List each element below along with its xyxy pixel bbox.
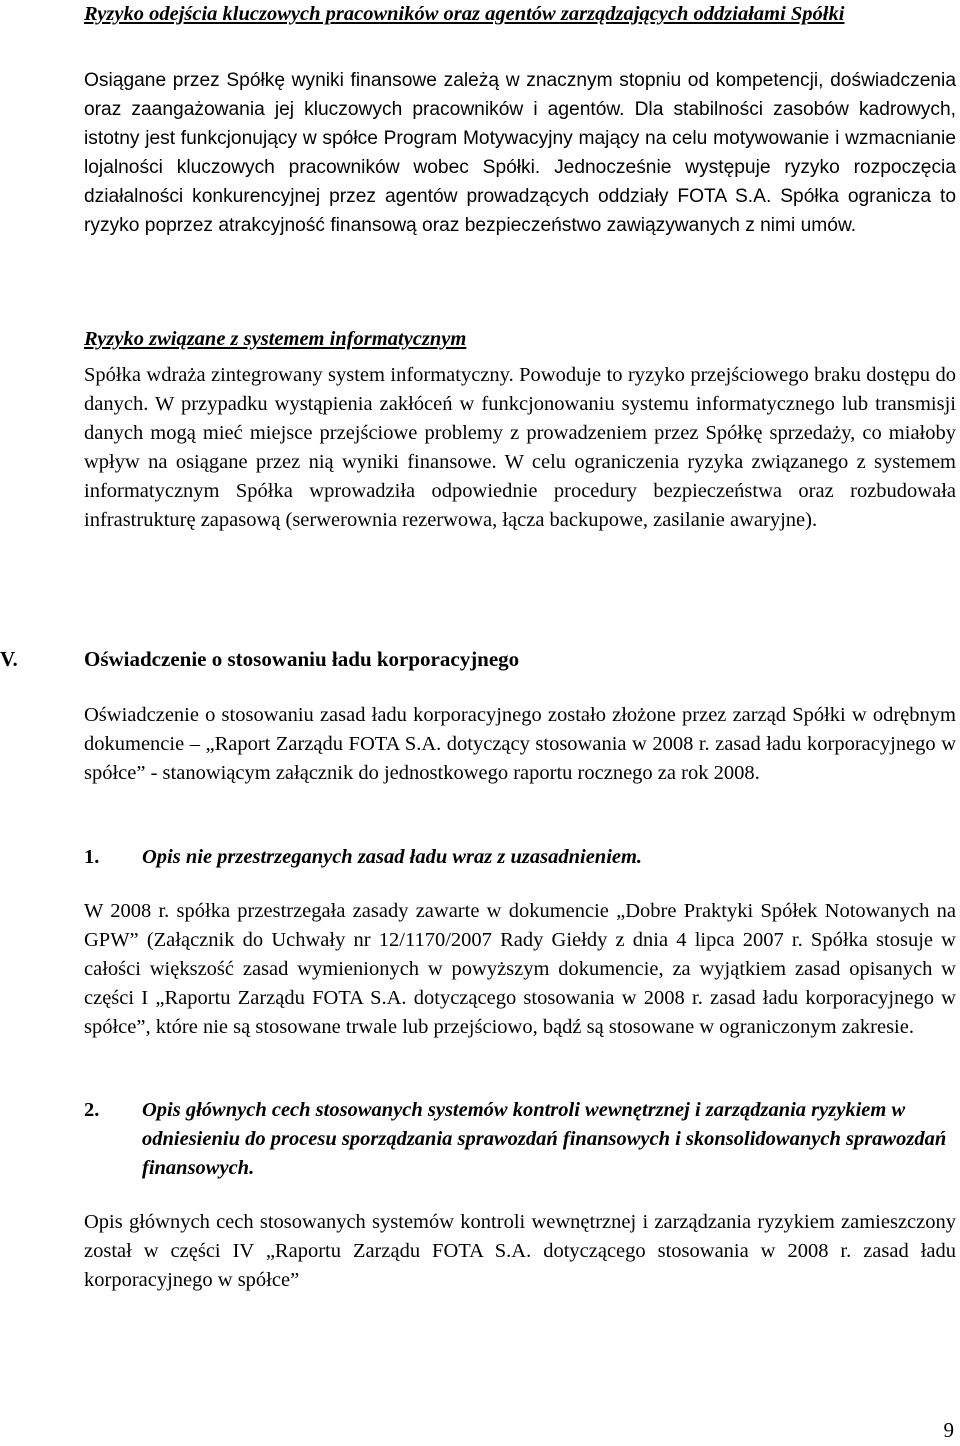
page-number: 9 [943, 1418, 954, 1442]
item2-heading [84, 1096, 956, 1183]
item1-body: W 2008 r. spółka przestrzegała zasady zawarte w dokumencie „Dobre Praktyki Spółek Notowanych na GPW” (Załącznik do Uchwały nr 12/1170/2007 Rady Giełdy z dnia 4 lipca 2007 r. Spółka stosuje w całości większość zasad wymienionych w powyższym dokumencie, za wyjątkiem zasad opisanych w części I „Raportu Zarządu FOTA S.A. dotyczącego stosowania w 2008 r. zasad ładu korporacyjnego w spółce”, które nie są stosowane trwale lub przejściowo, bądź są stosowane w ograniczonym zakresie. [84, 900, 956, 1038]
item2-number: 2. [84, 1099, 100, 1121]
item2-body: Opis głównych cech stosowanych systemów kontroli wewnętrznej i zarządzania ryzykiem zamieszczony został w części IV „Raportu Zarządu FOTA S.A. dotyczącego stosowania w 2008 r. zasad ładu korporacyjnego w spółce” [84, 1211, 956, 1291]
section-number: V. [0, 647, 18, 671]
risk1-heading: Ryzyko odejścia kluczowych pracowników oraz agentów zarządzających oddziałami Spółki [84, 3, 845, 25]
section-heading [0, 645, 956, 674]
risk1-body: Osiągane przez Spółkę wyniki finansowe zależą w znacznym stopniu od kompetencji, doświadczenia oraz zaangażowania jej kluczowych pracowników i agentów. Dla stabilności zasobów kadrowych, istotny jest funkcjonujący w spółce Program Motywacyjny mający na celu motywowanie i wzmacnianie lojalności kluczowych pracowników wobec Spółki. Jednocześnie występuje ryzyko rozpoczęcia działalności konkurencyjnej przez agentów prowadzących oddziały FOTA S.A. Spółka ogranicza to ryzyko poprzez atrakcyjność finansową oraz bezpieczeństwo zawiązywanych z nimi umów. [84, 70, 956, 236]
item1-heading [84, 843, 956, 872]
risk2-heading: Ryzyko związane z systemem informatycznym [84, 328, 467, 350]
section-title: Oświadczenie o stosowaniu ładu korporacyjnego [84, 647, 520, 671]
risk2-body: Spółka wdraża zintegrowany system informatyczny. Powoduje to ryzyko przejściowego braku dostępu do danych. W przypadku wystąpienia zakłóceń w funkcjonowaniu systemu informatycznego lub transmisji danych mogą mieć miejsce przejściowe problemy z prowadzeniem przez Spółkę sprzedaży, co miałoby wpływ na osiągane przez nią wyniki finansowe. W celu ograniczenia ryzyka związanego z systemem informatycznym Spółka wprowadziła odpowiednie procedury bezpieczeństwa oraz rozbudowała infrastrukturę zapasową (serwerownia rezerwowa, łącza backupowe, zasilanie awaryjne). [84, 364, 956, 531]
item2-title: Opis głównych cech stosowanych systemów kontroli wewnętrznej i zarządzania ryzykiem w odniesieniu do procesu sporządzania sprawozdań finansowych i skonsolidowanych sprawozdań finansowych. [142, 1099, 947, 1179]
item1-number: 1. [84, 846, 100, 868]
section-intro: Oświadczenie o stosowaniu zasad ładu korporacyjnego zostało złożone przez zarząd Spółki w odrębnym dokumencie – „Raport Zarządu FOTA S.A. dotyczący stosowania w 2008 r. zasad ładu korporacyjnego w spółce” - stanowiącym załącznik do jednostkowego raportu rocznego za rok 2008. [84, 704, 956, 784]
item1-title: Opis nie przestrzeganych zasad ładu wraz z uzasadnieniem. [142, 846, 643, 868]
